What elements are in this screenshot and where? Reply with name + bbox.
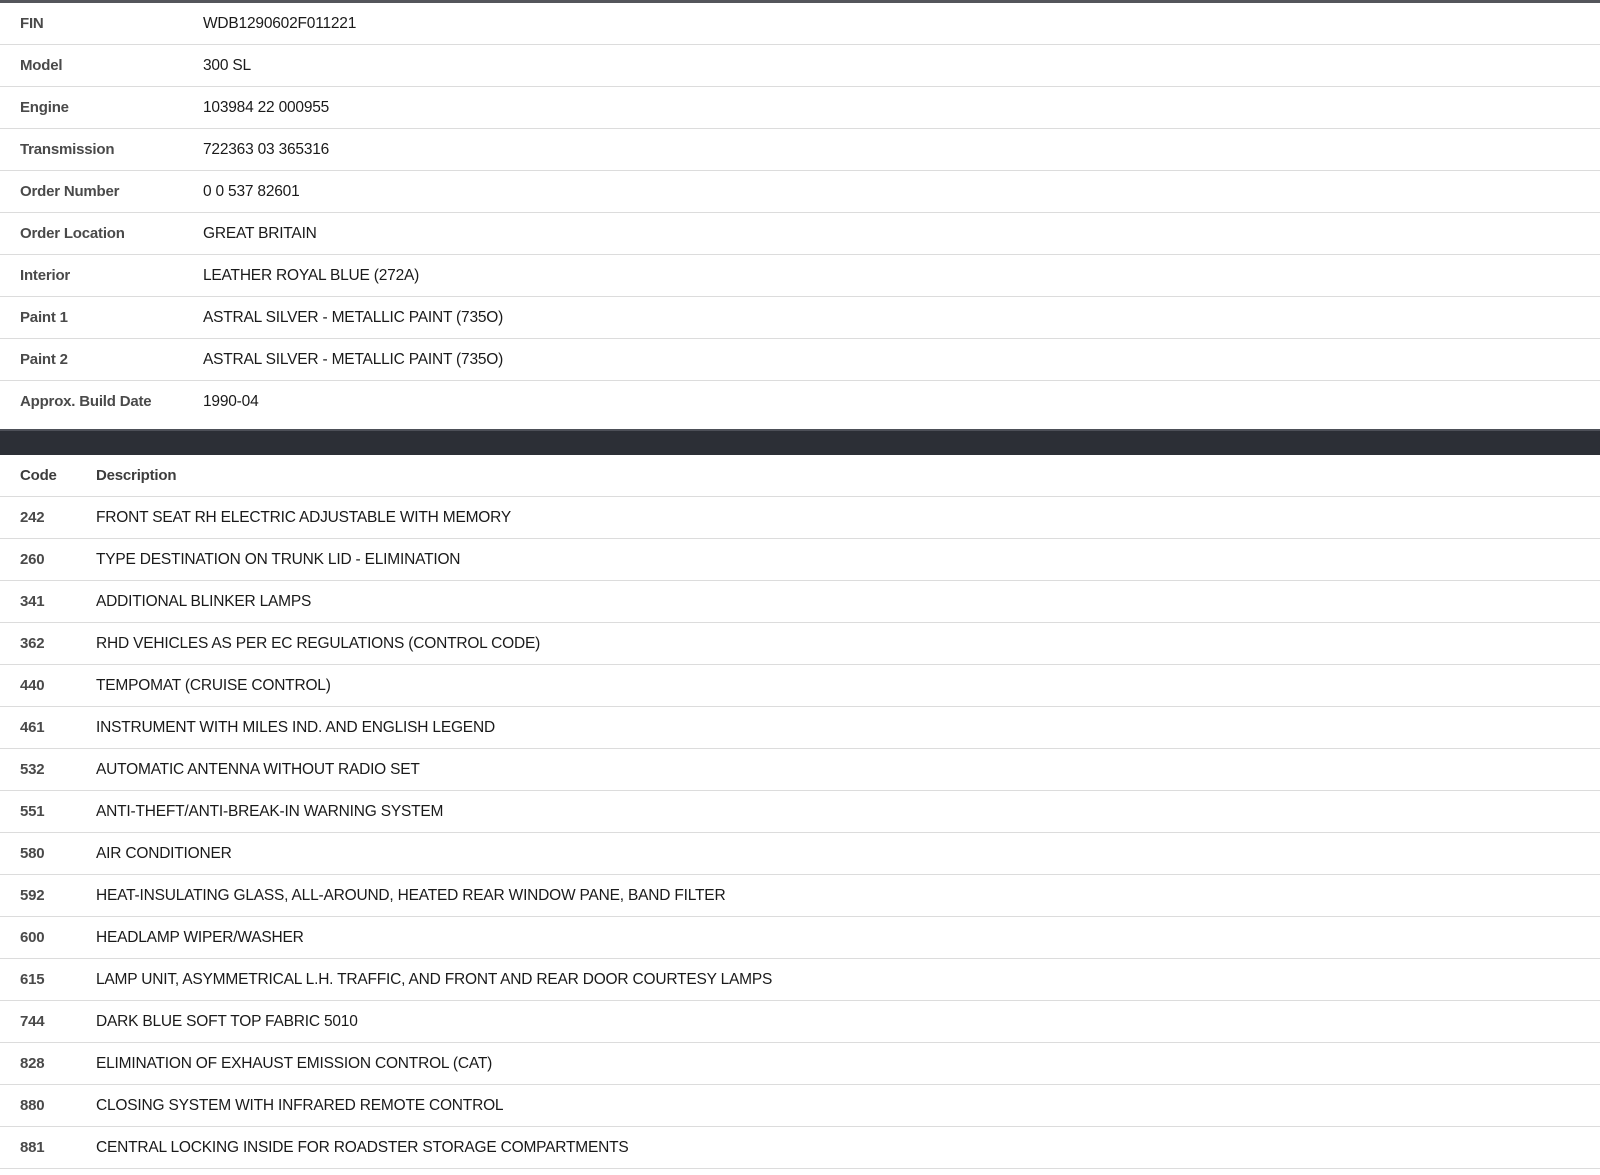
field-label: FIN — [20, 15, 44, 32]
option-description: ANTI-THEFT/ANTI-BREAK-IN WARNING SYSTEM — [96, 802, 444, 820]
option-row — [0, 791, 1600, 833]
option-description: LAMP UNIT, ASYMMETRICAL L.H. TRAFFIC, AND FRONT AND REAR DOOR COURTESY LAMPS — [96, 970, 773, 988]
field-value: ASTRAL SILVER - METALLIC PAINT (735O) — [203, 308, 504, 326]
option-description: INSTRUMENT WITH MILES IND. AND ENGLISH LEGEND — [96, 718, 495, 736]
vehicle-info-row — [0, 339, 1600, 381]
option-description: ELIMINATION OF EXHAUST EMISSION CONTROL (CAT) — [96, 1054, 493, 1072]
option-code: 461 — [20, 719, 45, 736]
field-value: 722363 03 365316 — [203, 140, 330, 158]
option-row — [0, 539, 1600, 581]
option-row — [0, 833, 1600, 875]
option-description: FRONT SEAT RH ELECTRIC ADJUSTABLE WITH MEMORY — [96, 508, 512, 526]
vehicle-info-row — [0, 255, 1600, 297]
vehicle-info-row — [0, 45, 1600, 87]
field-label: Paint 1 — [20, 309, 68, 326]
option-row — [0, 1043, 1600, 1085]
field-label: Order Number — [20, 183, 120, 200]
option-row — [0, 623, 1600, 665]
option-row — [0, 665, 1600, 707]
option-code: 362 — [20, 635, 45, 652]
option-code: 551 — [20, 803, 45, 820]
option-description: RHD VEHICLES AS PER EC REGULATIONS (CONTROL CODE) — [96, 634, 541, 652]
option-description: HEAT-INSULATING GLASS, ALL-AROUND, HEATED REAR WINDOW PANE, BAND FILTER — [96, 886, 726, 904]
option-row — [0, 707, 1600, 749]
field-label: Approx. Build Date — [20, 393, 152, 410]
vehicle-info-row — [0, 87, 1600, 129]
vehicle-info-row — [0, 381, 1600, 422]
option-description: AUTOMATIC ANTENNA WITHOUT RADIO SET — [96, 760, 420, 778]
option-description: CENTRAL LOCKING INSIDE FOR ROADSTER STORAGE COMPARTMENTS — [96, 1138, 629, 1156]
option-description: CLOSING SYSTEM WITH INFRARED REMOTE CONTROL — [96, 1096, 504, 1114]
option-code: 592 — [20, 887, 45, 904]
field-value: 103984 22 000955 — [203, 98, 330, 116]
vehicle-info-row — [0, 297, 1600, 339]
option-row — [0, 1001, 1600, 1043]
field-value: 0 0 537 82601 — [203, 182, 300, 200]
option-row — [0, 875, 1600, 917]
option-code: 260 — [20, 551, 45, 568]
field-label: Engine — [20, 99, 69, 116]
option-row — [0, 1085, 1600, 1127]
field-value: ASTRAL SILVER - METALLIC PAINT (735O) — [203, 350, 504, 368]
field-value: LEATHER ROYAL BLUE (272A) — [203, 266, 420, 284]
option-code: 341 — [20, 593, 45, 610]
option-code: 242 — [20, 509, 45, 526]
section-divider-bar — [0, 429, 1600, 455]
option-code: 828 — [20, 1055, 45, 1072]
option-row — [0, 1127, 1600, 1169]
option-description: TEMPOMAT (CRUISE CONTROL) — [96, 676, 331, 694]
option-row — [0, 749, 1600, 791]
vehicle-info-row — [0, 129, 1600, 171]
option-code: 440 — [20, 677, 45, 694]
options-table-body — [0, 497, 1600, 1169]
field-value: 1990-04 — [203, 392, 259, 410]
option-description: DARK BLUE SOFT TOP FABRIC 5010 — [96, 1012, 358, 1030]
option-row — [0, 581, 1600, 623]
options-table-header-row — [0, 455, 1600, 497]
vehicle-info-row — [0, 213, 1600, 255]
option-description: TYPE DESTINATION ON TRUNK LID - ELIMINATION — [96, 550, 461, 568]
option-code: 580 — [20, 845, 45, 862]
vehicle-info-row — [0, 171, 1600, 213]
option-code: 615 — [20, 971, 45, 988]
description-column-header: Description — [96, 467, 177, 484]
option-description: ADDITIONAL BLINKER LAMPS — [96, 592, 312, 610]
option-code: 880 — [20, 1097, 45, 1114]
code-column-header: Code — [20, 467, 57, 484]
option-description: HEADLAMP WIPER/WASHER — [96, 928, 304, 946]
field-label: Order Location — [20, 225, 125, 242]
option-row — [0, 917, 1600, 959]
field-label: Interior — [20, 267, 71, 284]
field-value: GREAT BRITAIN — [203, 224, 317, 242]
options-table — [0, 455, 1600, 1169]
field-label: Transmission — [20, 141, 115, 158]
field-value: 300 SL — [203, 56, 251, 74]
option-code: 600 — [20, 929, 45, 946]
field-label: Paint 2 — [20, 351, 68, 368]
field-value: WDB1290602F011221 — [203, 14, 357, 32]
field-label: Model — [20, 57, 63, 74]
option-description: AIR CONDITIONER — [96, 844, 232, 862]
option-code: 532 — [20, 761, 45, 778]
option-code: 881 — [20, 1139, 45, 1156]
vehicle-info-table — [0, 3, 1600, 422]
option-row — [0, 497, 1600, 539]
option-code: 744 — [20, 1013, 45, 1030]
vehicle-info-row — [0, 3, 1600, 45]
option-row — [0, 959, 1600, 1001]
